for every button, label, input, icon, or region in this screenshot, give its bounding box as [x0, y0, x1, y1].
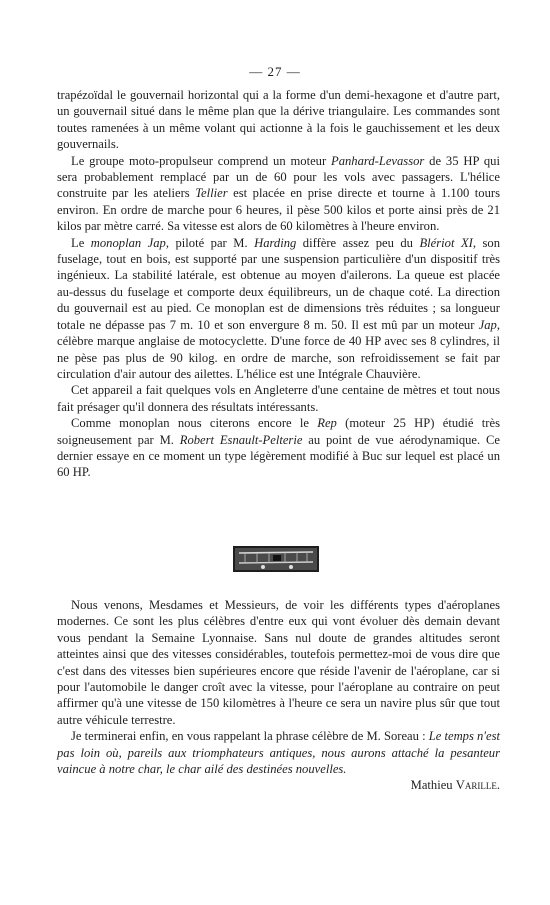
text-run: au point de vue aérodynamique. Ce dernier essaye en ce moment un type légèrement modifié à Buc sur lequel est placé un 60 HP. — [57, 432, 500, 480]
page-number: — 27 — — [249, 64, 301, 79]
italic-bleriot-model: Blériot XI — [419, 235, 473, 250]
text-run: Comme monoplan nous citerons encore le — [71, 416, 318, 431]
paragraph-conclusion: Nous venons, Mesdames et Messieurs, de voir les différents types d'aéroplanes modernes. Ce sont les plus célèbres d'entre eux qui vont évoluer dès demain devant vous pendant la Semaine Lyonnaise. Sans nul doute de grandes altitudes seront atteintes ainsi que des vitesses considérables, toutefois permettez-moi de vous dire que c'est dans des vitesses bien supérieures encore que réside l'avenir de l'aéroplane, car si pour l'automobile le danger croît avec la vitesse, pour l'aéroplane au contraire on peut affirmer qu'à une vitesse de 150 kilomètres à l'heure ce sera un navire plus sûr que tout autre véhicule terrestre. — [57, 598, 500, 727]
text-run: diffère assez peu du — [296, 235, 420, 250]
text-run: Je terminerai enfin, en vous rappelant la phrase célèbre de M. Soreau : — [71, 729, 429, 744]
body-text-section-1 — [57, 87, 500, 481]
text-run: Le groupe moto-propulseur comprend un moteur — [71, 153, 332, 168]
italic-monoplane-name: monoplan Jap — [90, 235, 166, 250]
italic-soreau-quote: Le temps n'est pas loin où, pareils aux triomphateurs antiques, nous aurons attaché la pesanteur vaincue à notre char, le char ailé des destinées nouvelles. — [57, 729, 500, 777]
italic-designer-name: Robert Esnault-Pelterie — [179, 432, 303, 447]
text-run: (moteur 25 HP) étudié très soigneusement par M. — [57, 416, 500, 447]
text-run: de 35 HP qui sera probablement remplacé par un de 60 pour les vols avec passagers. L'hélice construite par les ateliers — [57, 153, 500, 201]
signature-first-name: Mathieu — [410, 778, 456, 793]
author-signature — [57, 777, 500, 793]
body-text-section-2 — [57, 597, 500, 794]
paragraph-jap-monoplane — [57, 235, 500, 383]
text-run: , son fuselage, tout en bois, est supporté par une suspension particulière d'un dispositif très ingénieux. La stabilité latérale, est obtenue au moyen d'ailerons. La queue est placée au-dessus du fuselage et comporte deux équilibreurs, un de chaque coté. La direction du gouvernail est au pied. Ce monoplan est de dimensions très réduites ; sa longueur totale ne dépasse pas 7 m. 10 et son envergure 8 m. 50. Il est mû par un moteur — [57, 235, 500, 332]
text-run: , célèbre marque anglaise de motocyclette. D'une force de 40 HP avec ses 8 cylindres, il ne pèse pas plus de 90 kilog. en ordre de marche, son refroidissement se fait par circulation d'air autour des ailettes. L'hélice est une Intégrale Chauvière. — [57, 317, 500, 381]
text-run: , piloté par M. — [165, 235, 255, 250]
italic-motor-brand: Jap — [478, 317, 497, 332]
paragraph-england-flights: Cet appareil a fait quelques vols en Angleterre d'une centaine de mètres et tout nous fait présager qu'il donnera des résultats intéressants. — [57, 383, 500, 414]
paragraph-closing-quote — [57, 728, 500, 777]
signature-last-name: Varille. — [455, 778, 500, 793]
italic-pilot-name: Harding — [254, 235, 297, 250]
italic-rep-name: Rep — [317, 416, 337, 431]
text-run: Le — [71, 235, 91, 250]
italic-workshop-name: Tellier — [195, 186, 228, 201]
paragraph-rep-monoplane — [57, 415, 500, 481]
italic-engine-brand: Panhard-Levassor — [331, 153, 425, 168]
paragraph-rudder-description: trapézoïdal le gouvernail horizontal qui a la forme d'un demi-hexagone et d'autre part, un gouvernail situé dans le même plan que la dérive triangulaire. Les commandes sont toutes ramenées à un même volant qui actionne à la fois le gauchissement et les deux gouvernails. — [57, 88, 500, 152]
biplane-illustration — [233, 546, 319, 572]
paragraph-engine-group — [57, 153, 500, 235]
text-run: est placée en prise directe et tourne à 1.100 tours environ. En ordre de marche pour 6 heures, il pèse 500 kilos et porte ainsi près de 21 kilos par mètre carré. Sa vitesse est alors de 60 kilomètres à l'heure environ. — [57, 186, 500, 234]
